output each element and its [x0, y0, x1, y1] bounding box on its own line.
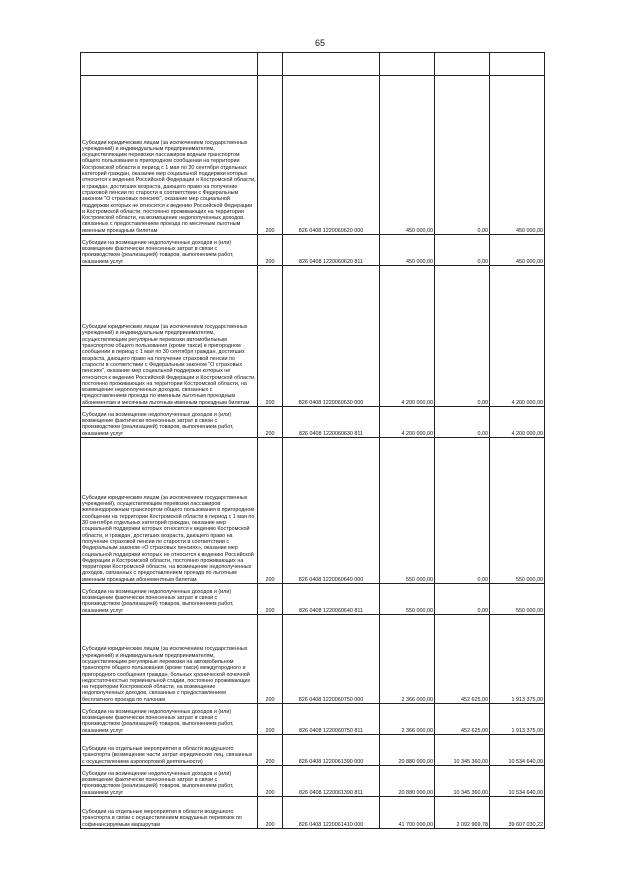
table-row [81, 797, 545, 829]
cell-description: Субсидии юридическим лицам (за исключением государственных учреждений) и индивидуальным предпринимателям, осуществляющим регулярные перевозки на автомобильном транспорте общего пользования (кроме такси) междугородного и пригородного сообщения граждан, больных хронической почечной недостаточностью терминальной стадии, постоянно проживающих на территории Костромской области, на возмещение недополученных доходов, связанных с предоставлением бесплатного проезда по талонам [81, 615, 258, 704]
table-row [81, 735, 545, 766]
cell-code: 200 [258, 735, 283, 766]
cell-budget-classification: 826 0408 1220061410 000 [283, 797, 380, 829]
cell-code: 200 [258, 615, 283, 704]
table-row [81, 76, 545, 235]
budget-table-body [81, 53, 545, 829]
cell-code: 200 [258, 766, 283, 797]
cell-code: 200 [258, 704, 283, 735]
cell-amount-executed [435, 53, 490, 76]
cell-description: Субсидии на возмещение недополученных доходов и (или) возмещение фактически понесенных затрат в связи с производством (реализацией) товаров, выполнением работ, оказанием услуг [81, 704, 258, 735]
cell-budget-classification: 826 0408 1220061390 811 [283, 766, 380, 797]
table-row [81, 235, 545, 266]
cell-amount-planned: 20 880 000,00 [380, 766, 435, 797]
cell-code [258, 53, 283, 76]
cell-budget-classification: 826 0408 1220060750 811 [283, 704, 380, 735]
cell-amount-planned: 2 366 000,00 [380, 704, 435, 735]
cell-description: Субсидии на возмещение недополученных доходов и (или) возмещение фактически понесенных затрат в связи с производством (реализацией) товаров, выполнением работ, оказанием услуг [81, 766, 258, 797]
cell-code: 200 [258, 407, 283, 438]
cell-code: 200 [258, 235, 283, 266]
table-row [81, 615, 545, 704]
cell-amount-executed: 0,00 [435, 235, 490, 266]
cell-description [81, 53, 258, 76]
cell-code: 200 [258, 584, 283, 615]
cell-description: Субсидии на отдельные мероприятия в области воздушного транспорта в связи с осуществлением воздушных перевозок по софинансируемым маршрутам [81, 797, 258, 829]
cell-description: Субсидии на отдельные мероприятия в области воздушного транспорта (возмещение части затрат юридических лиц, связанных с осуществлением аэропортовой деятельности) [81, 735, 258, 766]
cell-amount-executed: 0,00 [435, 584, 490, 615]
cell-budget-classification: 826 0408 1220060630 000 [283, 266, 380, 407]
cell-amount-planned: 450 000,00 [380, 76, 435, 235]
cell-budget-classification: 826 0408 1220061390 000 [283, 735, 380, 766]
cell-amount-executed: 10 345 360,00 [435, 766, 490, 797]
cell-amount-remaining: 10 534 640,00 [490, 766, 545, 797]
cell-description: Субсидии юридическим лицам (за исключением государственных учреждений) и индивидуальным предпринимателям, осуществляющим регулярные перевозки автомобильным транспортом общего пользования (кроме такси) в пригородном сообщении в период с 1 мая по 30 сентября граждан, достигших возраста, дающего право на получение страховой пенсии по старости в соответствии с Федеральным законом "О страховых пенсиях", оказание мер социальной поддержки которых не относится к ведению Российской Федерации и Костромской области, постоянно проживающих на территории Костромской области, на возмещение недополученных доходов, связанных с предоставлением проезда по именным льготным проездным абонементам и месячным льготным именным проездным билетам [81, 266, 258, 407]
table-row [81, 766, 545, 797]
cell-description: Субсидии на возмещение недополученных доходов и (или) возмещение фактически понесенных затрат в связи с производством (реализацией) товаров, выполнением работ, оказанием услуг [81, 235, 258, 266]
table-row [81, 438, 545, 584]
cell-amount-executed: 2 092 969,78 [435, 797, 490, 829]
cell-code: 200 [258, 797, 283, 829]
cell-budget-classification [283, 53, 380, 76]
cell-description: Субсидии на возмещение недополученных доходов и (или) возмещение фактически понесенных затрат в связи с производством (реализацией) товаров, выполнением работ, оказанием услуг [81, 584, 258, 615]
cell-amount-planned: 4 200 000,00 [380, 407, 435, 438]
cell-amount-remaining [490, 53, 545, 76]
cell-amount-remaining: 450 000,00 [490, 235, 545, 266]
cell-amount-planned: 450 000,00 [380, 235, 435, 266]
cell-description: Субсидии на возмещение недополученных доходов и (или) возмещение фактически понесенных затрат в связи с производством (реализацией) товаров, выполнением работ, оказанием услуг [81, 407, 258, 438]
table-row [81, 53, 545, 76]
cell-amount-planned: 4 200 000,00 [380, 266, 435, 407]
cell-amount-remaining: 1 913 375,00 [490, 704, 545, 735]
cell-code: 200 [258, 438, 283, 584]
cell-budget-classification: 826 0408 1220060640 000 [283, 438, 380, 584]
cell-amount-executed: 452 625,00 [435, 704, 490, 735]
cell-code: 200 [258, 266, 283, 407]
cell-budget-classification: 826 0408 1220060750 000 [283, 615, 380, 704]
cell-amount-remaining: 550 000,00 [490, 438, 545, 584]
cell-amount-executed: 0,00 [435, 407, 490, 438]
cell-amount-remaining: 4 200 000,00 [490, 266, 545, 407]
cell-amount-executed: 0,00 [435, 438, 490, 584]
cell-amount-remaining: 1 913 375,00 [490, 615, 545, 704]
cell-amount-planned [380, 53, 435, 76]
cell-amount-remaining: 4 200 000,00 [490, 407, 545, 438]
budget-table [80, 52, 545, 829]
cell-budget-classification: 826 0408 1220060620 000 [283, 76, 380, 235]
cell-amount-remaining: 10 534 640,00 [490, 735, 545, 766]
cell-amount-planned: 2 366 000,00 [380, 615, 435, 704]
cell-budget-classification: 826 0408 1220060620 811 [283, 235, 380, 266]
cell-amount-executed: 452 625,00 [435, 615, 490, 704]
table-row [81, 407, 545, 438]
cell-amount-remaining: 450 000,00 [490, 76, 545, 235]
table-row [81, 584, 545, 615]
cell-budget-classification: 826 0408 1220060640 811 [283, 584, 380, 615]
cell-description: Субсидии юридическим лицам (за исключением государственных учреждений), осуществляющим перевозки пассажиров железнодорожным транспортом общего пользования в пригородном сообщении на территории Костромской области в период с 1 мая по 30 сентября отдельных категорий граждан, оказание мер социальной поддержки которых относится к ведению Костромской области, и граждан, достигших возраста, дающего право на получение страховой пенсии по старости в соответствии с Федеральным законом «О страховых пенсиях», оказание мер социальной поддержки которых не относится к ведению Российской Федерации и Костромской области, постоянно проживающих на территории Костромской области, на возмещение недополученных доходов, связанных с предоставлением проезда по льготным именным проездным абонементным билетам [81, 438, 258, 584]
cell-amount-remaining: 550 000,00 [490, 584, 545, 615]
cell-description: Субсидии юридическим лицам (за исключением государственных учреждений) и индивидуальным предпринимателям, осуществляющим перевозки пассажиров водным транспортом общего пользования в пригородном сообщении на территории Костромской области в период с 1 мая по 30 сентября отдельных категорий граждан, оказание мер социальной поддержки которых относится к ведению Российской Федерации и Костромской области, и граждан, достигших возраста, дающего право на получение страховой пенсии по старости в соответствии с Федеральным законом "О страховых пенсиях", оказание мер социальной поддержки которых не относится к ведению Российской Федерации и Костромской области, постоянно проживающих на территории Костромской области, на возмещение недополученных доходов, связанных с предоставлением проезда по месячным льготным именным проездным билетам [81, 76, 258, 235]
table-row [81, 266, 545, 407]
cell-amount-planned: 550 000,00 [380, 584, 435, 615]
cell-amount-executed: 0,00 [435, 266, 490, 407]
cell-code: 200 [258, 76, 283, 235]
cell-amount-planned: 41 700 000,00 [380, 797, 435, 829]
cell-amount-planned: 20 880 000,00 [380, 735, 435, 766]
page-number: 65 [314, 38, 325, 48]
cell-amount-planned: 550 000,00 [380, 438, 435, 584]
cell-budget-classification: 826 0408 1220060630 811 [283, 407, 380, 438]
cell-amount-executed: 0,00 [435, 76, 490, 235]
cell-amount-remaining: 39 607 030,22 [490, 797, 545, 829]
cell-amount-executed: 10 345 360,00 [435, 735, 490, 766]
table-row [81, 704, 545, 735]
